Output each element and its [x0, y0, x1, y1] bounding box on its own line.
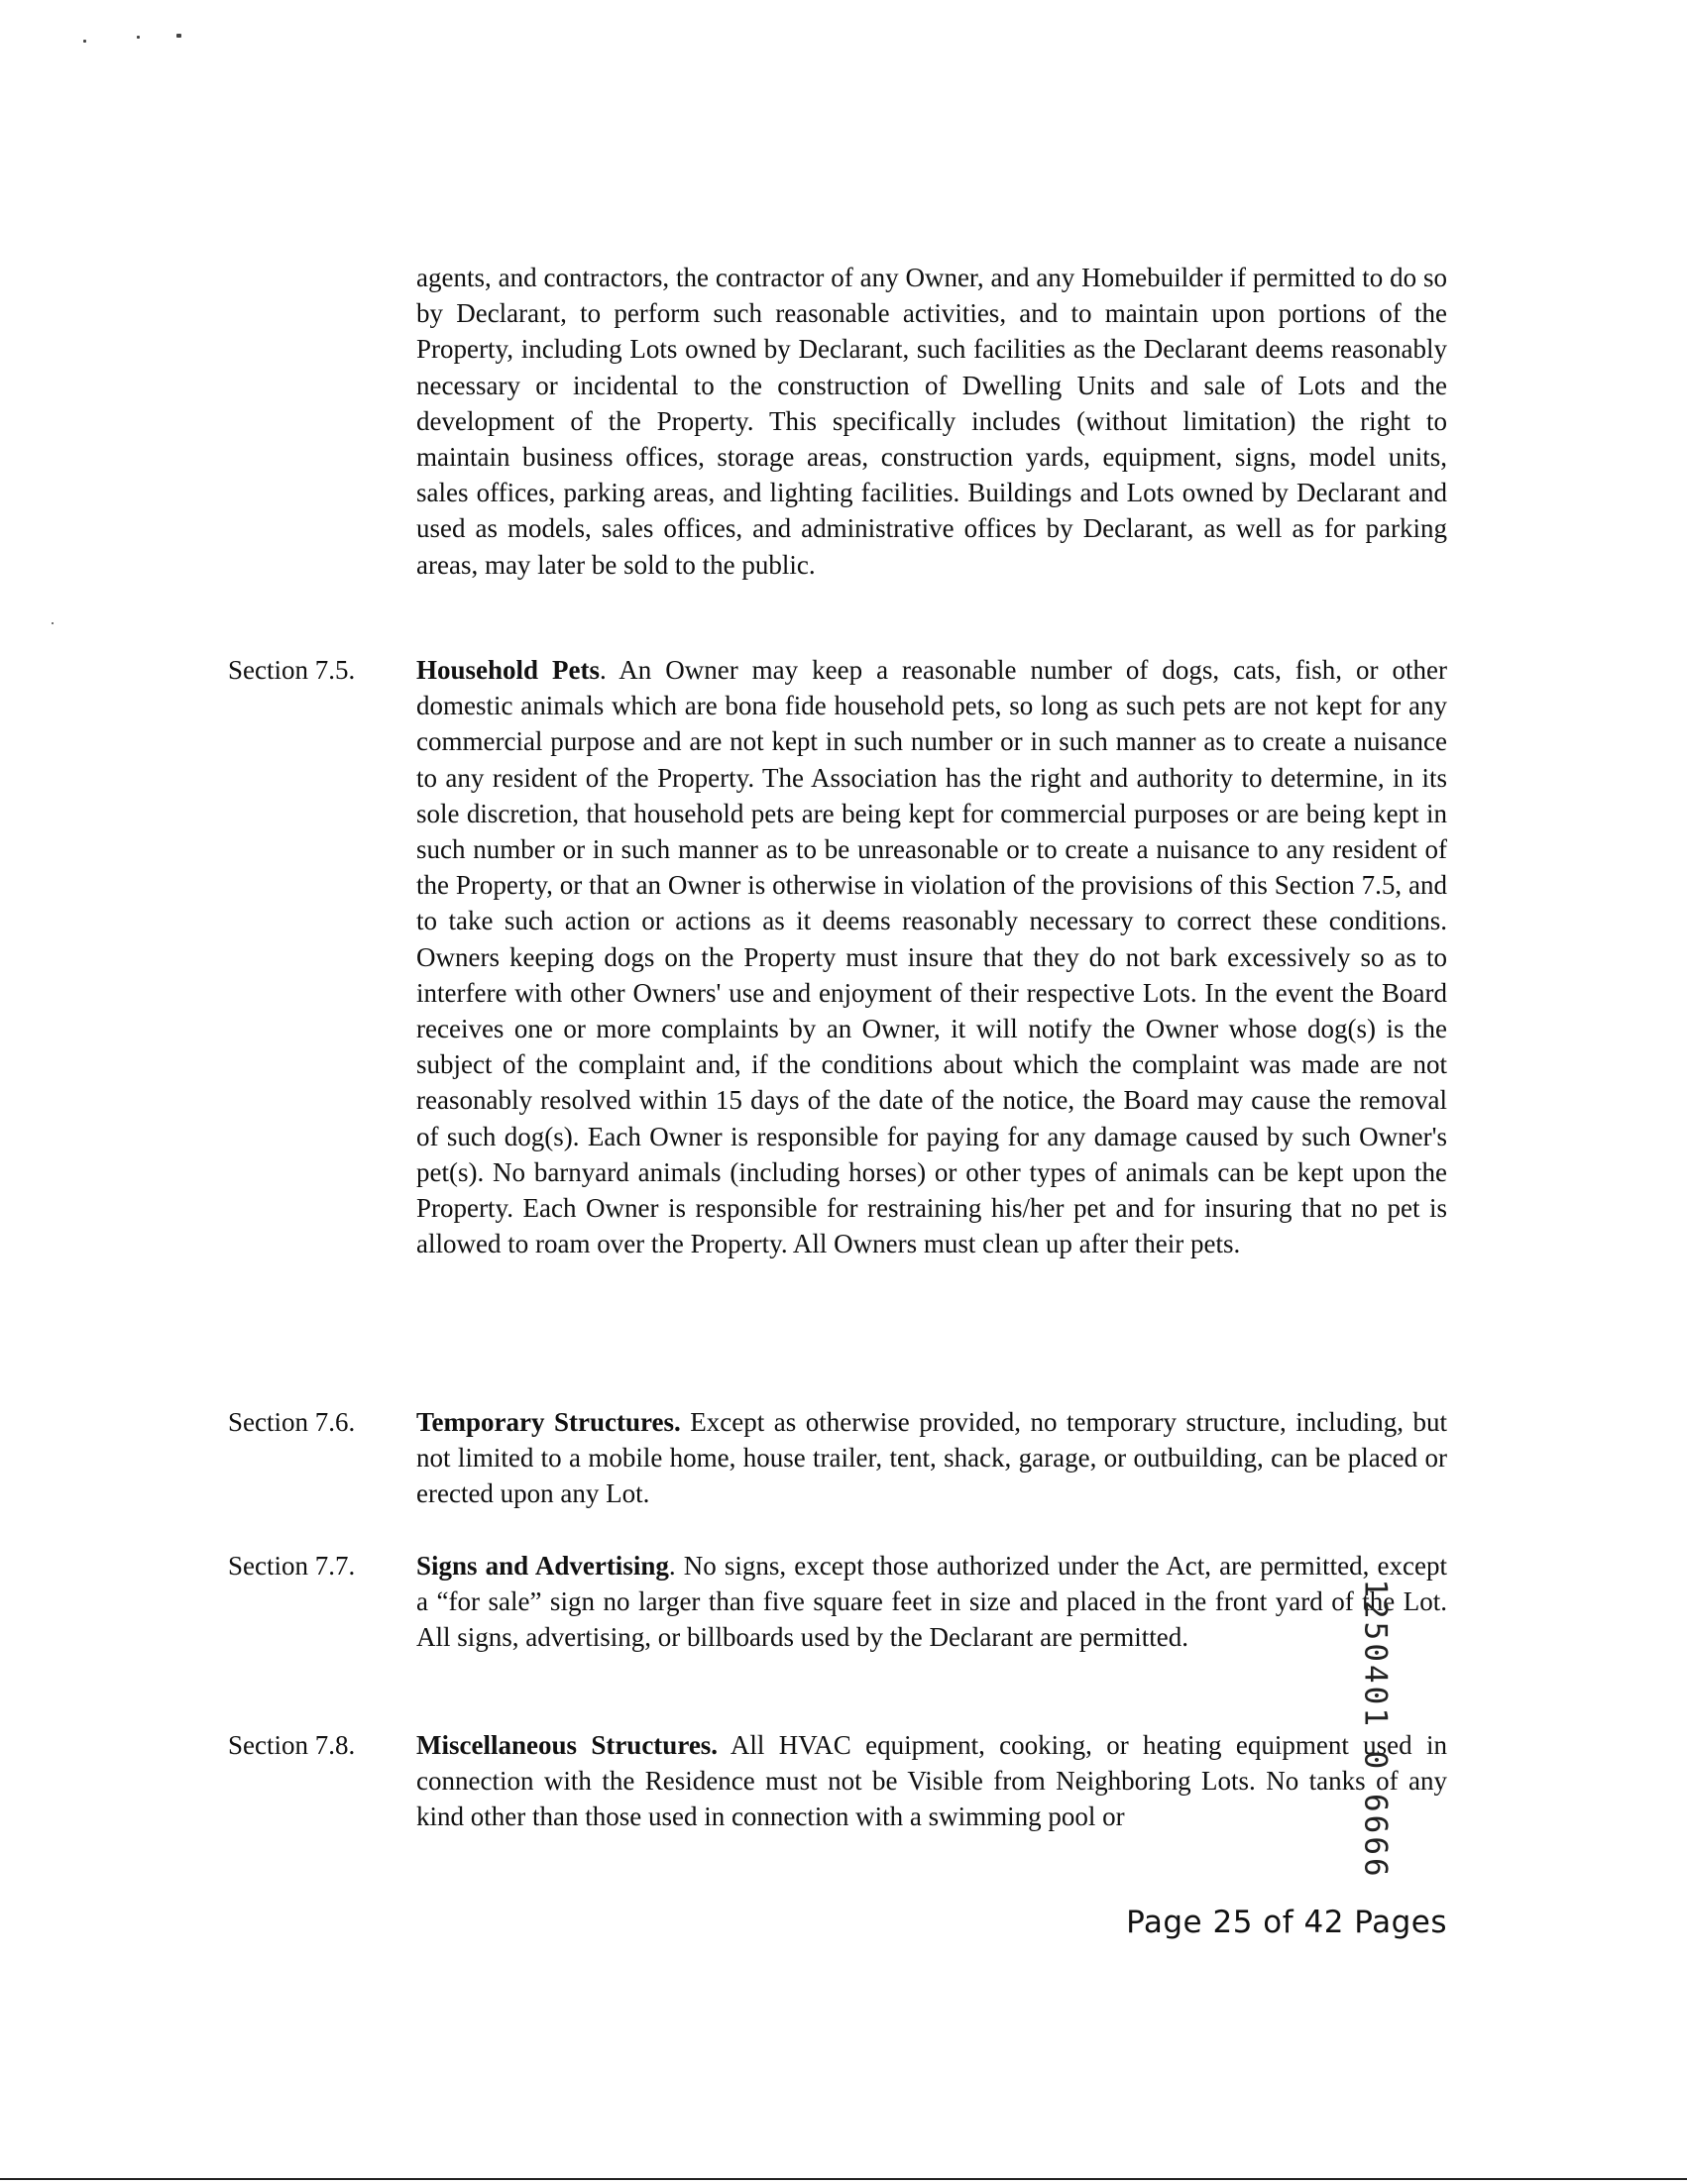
section-title: Signs and Advertising — [416, 1551, 669, 1581]
section-7-6 — [228, 1404, 1447, 1512]
section-number: Section 7.8. — [228, 1730, 356, 1760]
section-number: Section 7.6. — [228, 1407, 356, 1437]
section-number: Section 7.7. — [228, 1551, 356, 1581]
section-text: . No signs, except those authorized under the Act, are permitted, except a “for sale” sign no larger than five square feet in size and placed in the front yard of the Lot. All signs, advertising, or billboards used by the Declarant are permitted. — [416, 1551, 1447, 1653]
section-title: Temporary Structures. — [416, 1407, 681, 1437]
scan-speck — [137, 36, 140, 39]
section-number: Section 7.5. — [228, 655, 356, 685]
section-7-8 — [228, 1727, 1447, 1835]
scan-speck — [52, 622, 54, 624]
section-body — [416, 1404, 1447, 1512]
section-7-5 — [228, 652, 1447, 1261]
section-title: Household Pets — [416, 655, 600, 685]
scan-speck — [83, 40, 86, 43]
scan-speck — [176, 34, 181, 38]
page-bottom-edge — [0, 2178, 1687, 2180]
recording-number-stamp — [1356, 1579, 1396, 1880]
section-7-7 — [228, 1548, 1447, 1656]
section-text: Except as otherwise provided, no temporary structure, including, but not limited to a mobile home, house trailer, tent, shack, garage, or outbuilding, can be placed or erected upon any Lot. — [416, 1407, 1447, 1509]
intro-paragraph: agents, and contractors, the contractor of any Owner, and any Homebuilder if permitted to do so by Declarant, to perform such reasonable activities, and to maintain upon portions of the Property, including Lots owned by Declarant, such facilities as the Declarant deems reasonably necessary or incidental to the construction of Dwelling Units and sale of Lots and the development of the Property. This specifically includes (without limitation) the right to maintain business offices, storage areas, construction yards, equipment, signs, model units, sales offices, parking areas, and lighting facilities. Buildings and Lots owned by Declarant and used as models, sales offices, and administrative offices by Declarant, as well as for parking areas, may later be sold to the public. — [416, 263, 1447, 580]
section-text: All HVAC equipment, cooking, or heating equipment used in connection with the Residence must not be Visible from Neighboring Lots. No tanks of any kind other than those used in connection with a swimming pool or — [416, 1730, 1447, 1832]
section-text: . An Owner may keep a reasonable number of dogs, cats, fish, or other domestic animals which are bona fide household pets, so long as such pets are not kept for any commercial purpose and are not kept in such number or in such manner as to create a nuisance to any resident of the Property. The Association has the right and authority to determine, in its sole discretion, that household pets are being kept for commercial purposes or are being kept in such number or in such manner as to be unreasonable or to create a nuisance to any resident of the Property, or that an Owner is otherwise in violation of the provisions of this Section 7.5, and to take such action or actions as it deems reasonably necessary to correct these conditions. Owners keeping dogs on the Property must insure that they do not bark excessively so as to interfere with other Owners' use and enjoyment of their respective Lots. In the event the Board receives one or more complaints by an Owner, it will notify the Owner whose dog(s) is the subject of the complaint and, if the conditions about which the complaint was made are not reasonably resolved within 15 days of the date of the notice, the Board may cause the removal of such dog(s). Each Owner is responsible for paying for any damage caused by such Owner's pet(s). No barnyard animals (including horses) or other types of animals can be kept upon the Property. Each Owner is responsible for restraining his/her pet and for insuring that no pet is allowed to roam over the Property. All Owners must clean up after their pets. — [416, 655, 1447, 1259]
section-body — [416, 652, 1447, 1261]
section-title: Miscellaneous Structures. — [416, 1730, 719, 1760]
section-body — [416, 1548, 1447, 1656]
section-body — [416, 1727, 1447, 1835]
recording-number-text: 1250401 0 6666 — [1358, 1579, 1395, 1880]
page-number-footer: Page 25 of 42 Pages — [1126, 1905, 1447, 1940]
